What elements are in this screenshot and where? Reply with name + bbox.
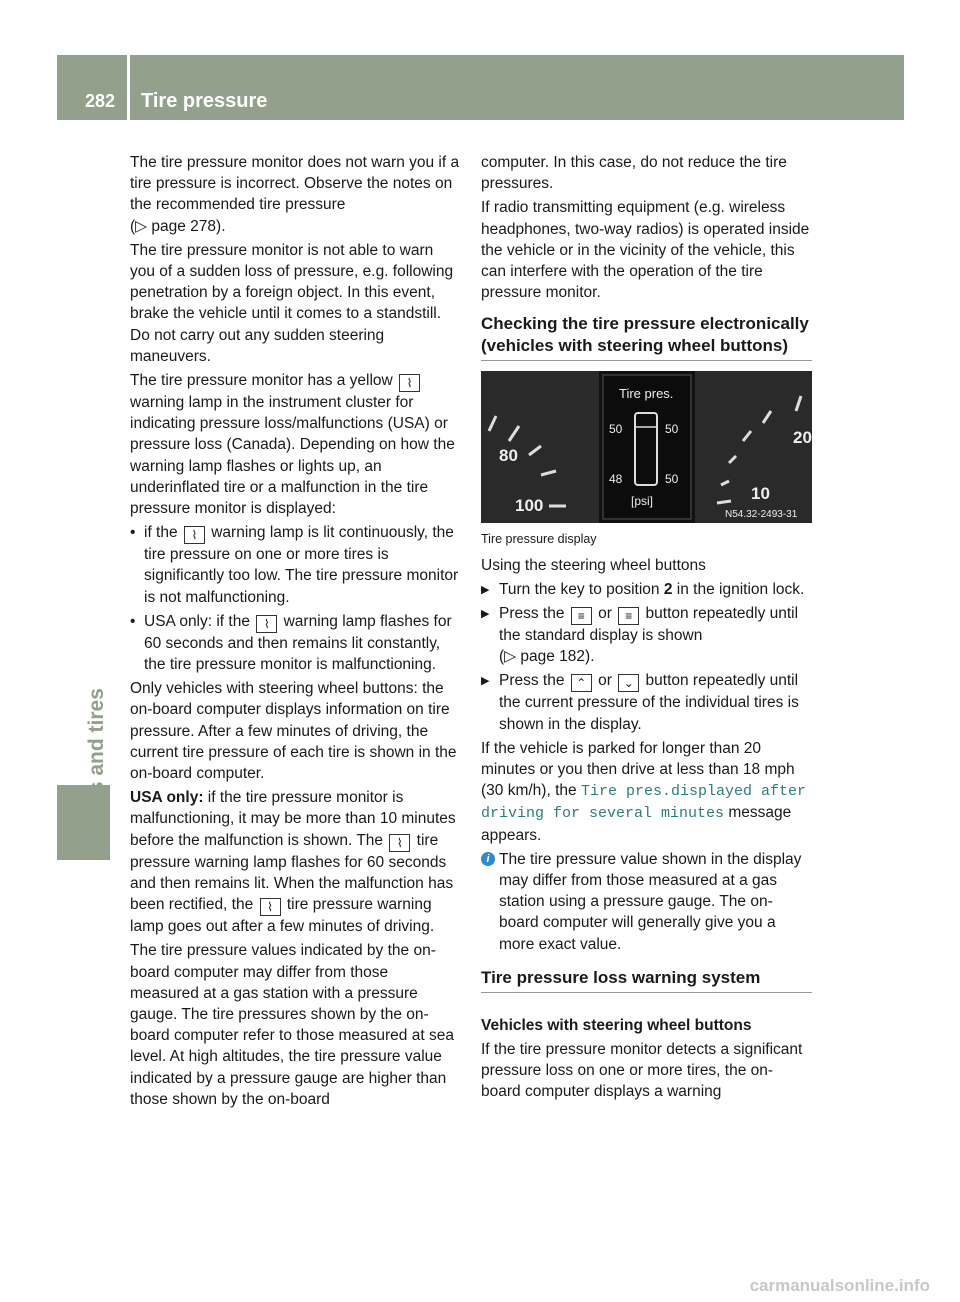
left-column	[130, 152, 460, 1113]
tire-warning-icon: ⌇	[260, 898, 281, 916]
bullet-item: • USA only: if the ⌇ warning lamp flashes for 60 seconds and then remains lit constantly, the tire pressure monitor is malfunctioning.	[130, 612, 452, 674]
paragraph: computer. In this case, do not reduce the tire pressures.	[481, 154, 787, 193]
tire-value-rear-right: 50	[665, 472, 679, 487]
page-reference[interactable]: (▷ page 182).	[499, 648, 595, 666]
right-column	[481, 152, 812, 1106]
page-number: 282	[85, 91, 116, 111]
tire-value-front-right: 50	[665, 422, 679, 437]
step-arrow-icon: ▶	[481, 608, 490, 621]
header-separator	[127, 55, 130, 120]
watermark: carmanualsonline.info	[749, 1276, 930, 1295]
up-arrow-button-icon: ⌃	[571, 674, 592, 692]
figure-caption: Tire pressure display	[481, 532, 597, 547]
page-reference[interactable]: (▷ page 278).	[130, 217, 226, 235]
section-heading: Tire pressure loss warning system	[481, 967, 812, 993]
paragraph: If the tire pressure monitor detects a significant pressure loss on one or more tires, the on-board computer displays a warning	[481, 1041, 803, 1101]
tire-warning-icon: ⌇	[184, 526, 205, 544]
tire-warning-icon: ⌇	[389, 834, 410, 852]
screen-title: Tire pres.	[619, 386, 674, 402]
tire-warning-icon: ⌇	[256, 615, 277, 633]
display-down-button-icon: ≡	[618, 607, 639, 625]
paragraph: If radio transmitting equipment (e.g. wireless headphones, two-way radios) is operated inside the vehicle or in the vicinity of the vehicle, this can interfere with the operation of the tire pressure monitor.	[481, 199, 810, 302]
paragraph: Only vehicles with steering wheel buttons: the on-board computer displays information on tire pressure. After a few minutes of driving, the current tire pressure of each tire is shown in the on-board computer.	[130, 680, 457, 783]
display-up-button-icon: ≡	[571, 607, 592, 625]
paragraph: The tire pressure monitor has a yellow ⌇ warning lamp in the instrument cluster for indicating pressure loss/malfunctions (USA) or pressure loss (Canada). Depending on how the warning lamp flashes or lights up, an underinflated tire or a malfunction in the tire pressure monitor is displayed:	[130, 372, 455, 518]
paragraph: The tire pressure monitor does not warn you if a tire pressure is incorrect. Observe the notes on the recommended tire pressure (▷ page 278).	[130, 154, 460, 235]
instrument-cluster-illustration	[481, 371, 812, 523]
instruction-step: ▶ Turn the key to position 2 in the ignition lock.	[481, 579, 812, 600]
page-title: Tire pressure	[141, 90, 268, 112]
section-heading: Checking the tire pressure electronically (vehicles with steering wheel buttons)	[481, 313, 812, 361]
paragraph: The tire pressure monitor is not able to warn you of a sudden loss of pressure, e.g. following penetration by a foreign object. In this event, brake the vehicle until it comes to a standstill. Do not carry out any sudden steering maneuvers.	[130, 241, 454, 365]
bullet-item: • if the ⌇ warning lamp is lit continuously, the tire pressure on one or more tires is significantly too low. The tire pressure monitor is not malfunctioning.	[130, 524, 459, 606]
paragraph: Using the steering wheel buttons	[481, 556, 706, 574]
gauge-label: 20	[793, 428, 812, 448]
info-note: i The tire pressure value shown in the display may differ from those measured at a gas station using a pressure gauge. The on-board computer will generally give you a more exact value.	[481, 849, 812, 955]
step-arrow-icon: ▶	[481, 675, 490, 688]
tire-pressure-display-figure	[481, 371, 812, 523]
info-icon: i	[481, 852, 495, 866]
display-message: Tire pres.displayed after driving for several minutes	[481, 783, 806, 823]
paragraph: If the vehicle is parked for longer than 20 minutes or you then drive at less than 18 mph (30 km/h), the Tire pres.displayed after driving for several minutes message appears.	[481, 739, 806, 844]
tire-warning-icon: ⌇	[399, 374, 420, 392]
step-arrow-icon: ▶	[481, 583, 490, 596]
instruction-step: ▶ Press the ⌃ or ⌄ button repeatedly until the current pressure of the individual tires is shown in the display.	[481, 672, 799, 733]
pressure-unit: [psi]	[631, 494, 654, 509]
figure-code: N54.32-2493-31	[725, 509, 798, 521]
gauge-label: 100	[515, 496, 544, 516]
gauge-label: 80	[499, 446, 518, 466]
paragraph: USA only: if the tire pressure monitor is malfunctioning, it may be more than 10 minutes before the malfunction is shown. The ⌇ tire pressure warning lamp flashes for 60 seconds and then remains lit. When the malfunction has been rectified, the ⌇ tire pressure warning lamp goes out after a few minutes of driving.	[130, 789, 456, 936]
instruction-step: ▶ Press the ≡ or ≡ button repeatedly until the standard display is shown (▷ page 182).	[481, 605, 799, 666]
tire-value-front-left: 50	[609, 422, 623, 437]
section-tab-label: Wheels and tires	[85, 688, 108, 855]
gauge-label: 10	[751, 484, 770, 504]
tire-value-rear-left: 48	[609, 472, 623, 487]
down-arrow-button-icon: ⌄	[618, 674, 639, 692]
paragraph: The tire pressure values indicated by the on-board computer may differ from those measured at a gas station with a pressure gauge. The tire pressures shown by the on-board computer refer to those measured at sea level. At high altitudes, the tire pressure value indicated by a pressure gauge are higher than those shown by the on-board	[130, 942, 454, 1108]
subsection-heading: Vehicles with steering wheel buttons	[481, 1016, 752, 1034]
page-header	[57, 55, 904, 120]
